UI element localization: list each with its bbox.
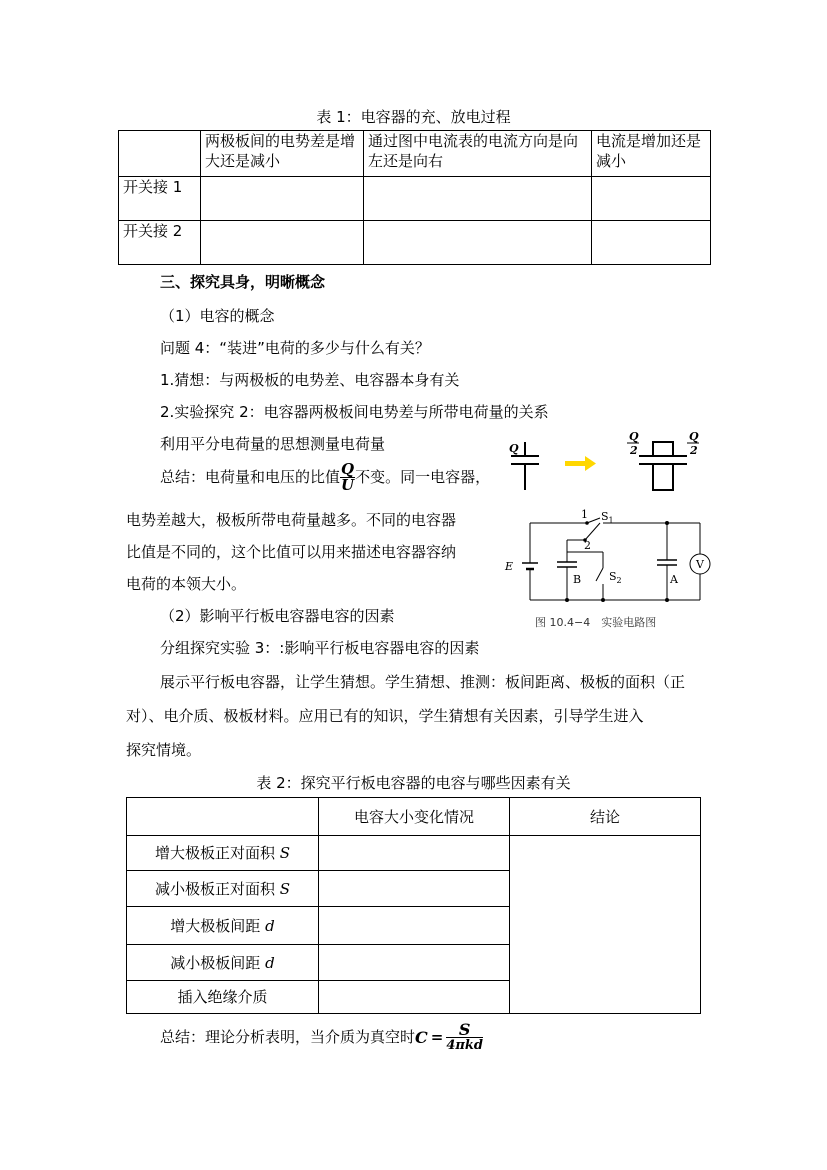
capacitor-figure [495, 428, 715, 638]
body-line-a: 电势差越大，极板所带电荷量越多。不同的电容器 [126, 511, 457, 529]
capacitance-formula [446, 1022, 483, 1053]
table2-header-cell: 电容大小变化情况 [319, 798, 510, 836]
row-label-text: 插入绝缘介质 [177, 988, 268, 1006]
arrow-shaft [565, 461, 585, 466]
fraction-denominator: U [341, 476, 355, 494]
junction-dot [601, 598, 605, 602]
table1-cell [592, 221, 711, 265]
table1-cell [201, 221, 364, 265]
table1-cell [364, 177, 592, 221]
table2-cell [319, 836, 510, 871]
table1-header-cell: 电流是增加还是减小 [592, 131, 711, 177]
row-variable: S [279, 844, 291, 862]
subsection-1: （1）电容的概念 [160, 307, 275, 325]
table2-row-label [127, 981, 319, 1014]
conclusion-cell [510, 836, 701, 1014]
figure-caption: 图 10.4−4 实验电路图 [535, 616, 657, 629]
table1-row-label: 开关接 1 [119, 177, 201, 221]
row-variable: d [265, 953, 275, 972]
switch-1-position-label: 1 [581, 508, 588, 521]
table2-header-cell [127, 798, 319, 836]
switch-s2-letter: S [609, 570, 617, 583]
junction-dot [585, 521, 589, 525]
formula-numerator: S [446, 1022, 483, 1038]
q-half-right [687, 430, 699, 457]
final-summary [160, 1018, 483, 1056]
subsection-2: （2）影响平行板电容器电容的因素 [160, 607, 395, 625]
switch-2-position-label: 2 [584, 539, 591, 552]
junction-dot [665, 598, 669, 602]
table1-cell [592, 177, 711, 221]
formula-denominator: 4πkd [446, 1038, 483, 1053]
formula-equals: = [430, 1028, 444, 1046]
row-variable: S [279, 879, 291, 898]
table2-header-cell: 结论 [510, 798, 701, 836]
table2-caption: 表 2：探究平行板电容器的电容与哪些因素有关 [256, 774, 571, 792]
table2-cell [319, 981, 510, 1014]
switch-s2-label [609, 570, 622, 585]
capacitor-b-label: B [573, 573, 582, 586]
battery-label: E [505, 560, 514, 573]
q-half-left-num: Q [629, 430, 639, 443]
circuit-diagram [522, 518, 710, 600]
experiment-3: 分组探究实验 3：:影响平行板电容器电容的因素 [160, 639, 480, 657]
question-4: 问题 4：“装进”电荷的多少与什么有关？ [160, 339, 430, 357]
table1-header-cell [119, 131, 201, 177]
row-label-text: 减小极板正对面积 [154, 879, 275, 898]
switch-s1-label [601, 510, 614, 525]
capacitor-a-label: A [670, 573, 678, 586]
fraction-numerator: Q [341, 460, 355, 478]
final-summary-text: 总结：理论分析表明，当介质为真空时 [160, 1028, 416, 1046]
table1-cell [201, 177, 364, 221]
paragraph-line-3: 探究情境。 [126, 741, 202, 759]
q-over-u-fraction [340, 462, 355, 493]
formula-lhs: C [415, 1028, 428, 1047]
q-half-left [627, 430, 639, 457]
table2-row-label [127, 945, 319, 981]
row-variable: d [265, 916, 275, 935]
table2-cell [319, 907, 510, 945]
table1-header-cell: 通过图中电流表的电流方向是向左还是向右 [364, 131, 592, 177]
q-half-right-den: 2 [690, 444, 698, 457]
table1-header-cell: 两极板间的电势差是增大还是减小 [201, 131, 364, 177]
row-label-text: 增大极板间距 [170, 916, 261, 935]
paragraph-line-2: 对）、电介质、极板材料。应用已有的知识，学生猜想有关因素，引导学生进入 [126, 707, 644, 725]
junction-dot [565, 598, 569, 602]
circuit-junction-dots [565, 521, 669, 602]
body-line-c: 电荷的本领大小。 [126, 575, 247, 593]
arrow-right-icon [565, 456, 596, 471]
row-label-text: 增大极板正对面积 [154, 844, 275, 862]
arrow-head [585, 456, 596, 471]
circuit-labels [504, 508, 705, 586]
table2-cell [319, 871, 510, 907]
section-title: 三、探究具身，明晰概念 [160, 273, 326, 291]
row-label-text: 减小极板间距 [170, 953, 261, 972]
split-capacitors [639, 442, 687, 490]
summary-prefix: 总结 [160, 468, 191, 486]
table1-cell [364, 221, 592, 265]
table2-row-label [127, 907, 319, 945]
table2-row-label [127, 871, 319, 907]
table2-cell [319, 945, 510, 981]
switch-s2-subscript: 2 [616, 576, 622, 585]
q-label: Q [509, 442, 519, 455]
junction-dot [665, 521, 669, 525]
method-line: 利用平分电荷量的思想测量电荷量 [160, 435, 386, 453]
guess-line: 1.猜想：与两极板的电势差、电容器本身有关 [160, 371, 460, 389]
voltmeter-label: V [696, 558, 704, 571]
table1 [118, 130, 711, 265]
q-half-left-den: 2 [630, 444, 638, 457]
body-line-b: 比值是不同的，这个比值可以用来描述电容器容纳 [126, 543, 457, 561]
summary-line [160, 460, 490, 494]
paragraph-line-1: 展示平行板电容器，让学生猜想。学生猜想、推测：板间距离、极板的面积（正 [160, 673, 686, 691]
summary-post: 不变。同一电容器， [355, 468, 491, 486]
table2-row-label [127, 836, 319, 871]
table2 [126, 797, 701, 1014]
q-half-right-num: Q [689, 430, 699, 443]
table1-caption: 表 1：电容器的充、放电过程 [316, 108, 511, 126]
experiment-2: 2.实验探究 2：电容器两极板间电势差与所带电荷量的关系 [160, 403, 549, 421]
table1-row-label: 开关接 2 [119, 221, 201, 265]
switch-s1-subscript: 1 [608, 516, 614, 525]
summary-middle: ：电荷量和电压的比值 [190, 468, 341, 486]
switch-s1-letter: S [601, 510, 609, 523]
